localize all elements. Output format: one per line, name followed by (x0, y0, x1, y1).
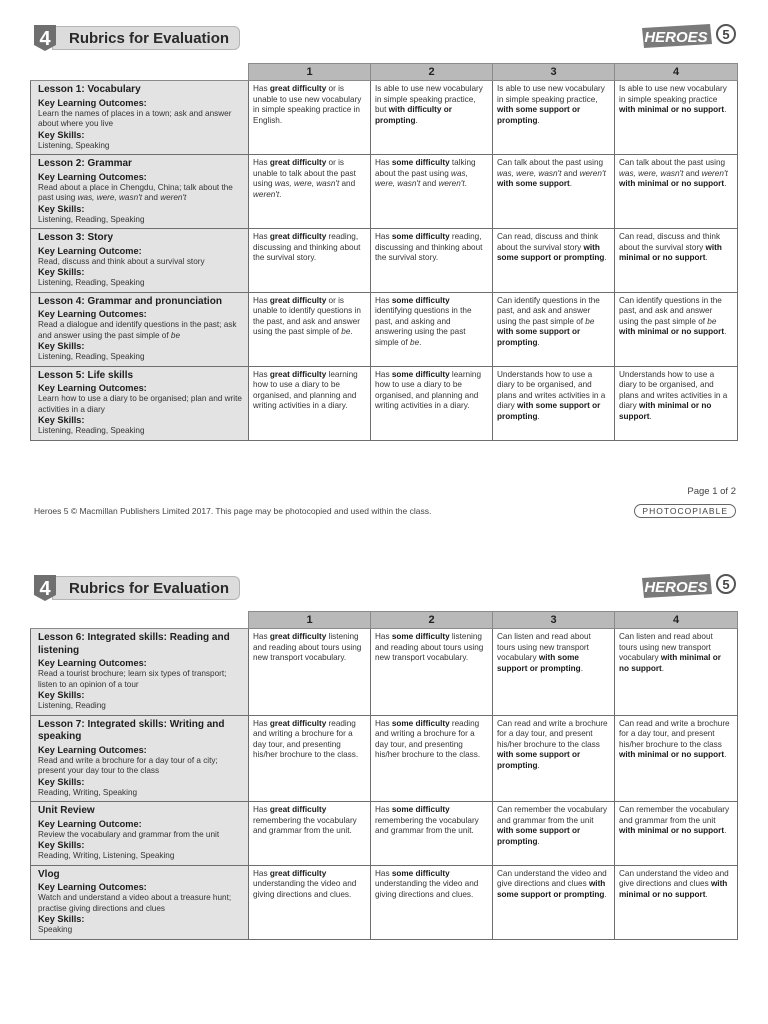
lesson-info-cell (31, 865, 249, 939)
skills-label: Key Skills: (38, 341, 85, 352)
rubric-row (31, 155, 738, 229)
lesson-info-cell (31, 81, 249, 155)
level-3-descriptor: Can read and write a brochure for a day tour, and present his/her brochure to the class with some support or prompting. (493, 715, 615, 802)
level-2-descriptor: Has some difficulty reading and writing a brochure for a day tour, and presenting his/her brochure to the class. (371, 715, 493, 802)
table-header-row (31, 612, 738, 629)
lesson-title: Lesson 4: Grammar and pronunciation (38, 295, 222, 307)
rubric-row (31, 292, 738, 366)
lesson-title: Lesson 6: Integrated skills: Reading and listening (38, 632, 230, 656)
level-4-descriptor: Can read and write a brochure for a day tour, and present his/her brochure to the class with minimal or no support. (615, 715, 738, 802)
level-1-descriptor: Has great difficulty or is unable to talk about the past using was, were, wasn't and weren't. (249, 155, 371, 229)
rubric-row (31, 366, 738, 440)
level-3-descriptor: Can remember the vocabulary and grammar from the unit with some support or prompting. (493, 802, 615, 866)
level-1-descriptor: Has great difficulty listening and reading about tours using new transport vocabulary. (249, 629, 371, 716)
outcome-text: Watch and understand a video about a treasure hunt; practise giving directions and clues (38, 893, 232, 913)
lesson-title: Lesson 1: Vocabulary (38, 84, 141, 95)
outcome-label: Key Learning Outcomes: (38, 171, 147, 182)
unit-title: Rubrics for Evaluation (52, 26, 240, 50)
skills-label: Key Skills: (38, 203, 85, 214)
level-4-descriptor: Can remember the vocabulary and grammar from the unit with minimal or no support. (615, 802, 738, 866)
lesson-info-cell (31, 802, 249, 866)
lesson-title: Vlog (38, 868, 60, 880)
level-2-descriptor: Has some difficulty identifying questions in the past, and asking and answering using the past simple of be. (371, 292, 493, 366)
lesson-info-cell (31, 629, 249, 716)
level-2-descriptor: Has some difficulty talking about the past using was, were, wasn't and weren't. (371, 155, 493, 229)
photocopiable-stamp: PHOTOCOPIABLE (634, 504, 736, 518)
skills-text: Listening, Reading, Speaking (38, 426, 145, 436)
skills-text: Reading, Writing, Speaking (38, 787, 138, 797)
rubric-row (31, 865, 738, 939)
skills-text: Reading, Writing, Listening, Speaking (38, 851, 175, 861)
skills-text: Listening, Speaking (38, 140, 110, 150)
heroes-logo (640, 572, 738, 600)
level-4-descriptor: Can listen and read about tours using new transport vocabulary with minimal or no support. (615, 629, 738, 716)
level-1-descriptor: Has great difficulty or is unable to use new vocabulary in simple speaking practice in English. (249, 81, 371, 155)
skills-text: Listening, Reading, Speaking (38, 352, 145, 362)
unit-number-badge (30, 573, 60, 603)
unit-title: Rubrics for Evaluation (52, 576, 240, 600)
level-4-descriptor: Is able to use new vocabulary in simple speaking practice with minimal or no support. (615, 81, 738, 155)
skills-label: Key Skills: (38, 415, 85, 426)
skills-text: Speaking (38, 925, 73, 935)
lesson-title: Lesson 2: Grammar (38, 158, 132, 170)
level-header: 3 (493, 612, 615, 629)
level-header: 1 (249, 612, 371, 629)
lesson-info-cell (31, 366, 249, 440)
lesson-title: Lesson 7: Integrated skills: Writing and speaking (38, 718, 225, 743)
unit-header (30, 574, 240, 602)
lesson-info-cell (31, 229, 249, 293)
level-header: 1 (249, 64, 371, 81)
outcome-label: Key Learning Outcome: (38, 245, 142, 256)
rubric-row (31, 229, 738, 293)
heroes-logo (640, 22, 738, 50)
unit-number-badge (30, 23, 60, 53)
level-4-descriptor: Understands how to use a diary to be organised, and plans and writes activities in a diary with minimal or no support. (615, 366, 738, 440)
level-3-descriptor: Can identify questions in the past, and ask and answer using the past simple of be with some support or prompting. (493, 292, 615, 366)
outcome-text: Read about a place in Chengdu, China; talk about the past using was, were, wasn't and weren't (38, 182, 233, 203)
level-2-descriptor: Has some difficulty remembering the vocabulary and grammar from the unit. (371, 802, 493, 866)
level-2-descriptor: Has some difficulty reading, discussing and thinking about the survival story. (371, 229, 493, 293)
rubric-row (31, 715, 738, 802)
lesson-info-cell (31, 155, 249, 229)
level-3-descriptor: Understands how to use a diary to be organised, and plans and writes activities in a diary with some support or prompting. (493, 366, 615, 440)
level-1-descriptor: Has great difficulty understanding the video and giving directions and clues. (249, 865, 371, 939)
level-header: 3 (493, 64, 615, 81)
rubric-row (31, 629, 738, 716)
skills-label: Key Skills: (38, 129, 85, 140)
rubric-table-2 (30, 611, 738, 940)
outcome-label: Key Learning Outcomes: (38, 658, 147, 668)
header-blank (31, 64, 249, 81)
unit-header (30, 24, 240, 52)
level-1-descriptor: Has great difficulty learning how to use a diary to be organised, and planning and writing activities in a diary. (249, 366, 371, 440)
level-1-descriptor: Has great difficulty or is unable to identify questions in the past, and ask and answer using the past simple of be. (249, 292, 371, 366)
rubric-row (31, 802, 738, 866)
level-4-descriptor: Can read, discuss and think about the survival story with minimal or no support. (615, 229, 738, 293)
skills-label: Key Skills: (38, 914, 85, 925)
level-2-descriptor: Has some difficulty listening and reading about tours using new transport vocabulary. (371, 629, 493, 716)
outcome-label: Key Learning Outcome: (38, 818, 142, 829)
outcome-text: Read, discuss and think about a survival story (38, 256, 205, 266)
copyright-notice: Heroes 5 © Macmillan Publishers Limited 2017. This page may be photocopied and used within the class. (34, 506, 432, 516)
outcome-label: Key Learning Outcomes: (38, 882, 147, 893)
rubric-body-1 (31, 81, 738, 441)
level-header: 2 (371, 612, 493, 629)
level-4-descriptor: Can talk about the past using was, were, wasn't and weren't with minimal or no support. (615, 155, 738, 229)
page-2 (0, 550, 768, 1024)
page-number: Page 1 of 2 (687, 486, 736, 497)
level-header: 2 (371, 64, 493, 81)
outcome-text: Read a dialogue and identify questions in the past; ask and answer using the past simple of be (38, 320, 237, 340)
outcome-label: Key Learning Outcomes: (38, 309, 147, 320)
skills-label: Key Skills: (38, 267, 85, 278)
level-3-descriptor: Can listen and read about tours using new transport vocabulary with some support or prompting. (493, 629, 615, 716)
brand-level: 5 (722, 27, 730, 42)
level-header: 4 (615, 612, 738, 629)
outcome-text: Learn the names of places in a town; ask and answer about where you live (38, 108, 232, 129)
skills-text: Listening, Reading, Speaking (38, 278, 145, 288)
table-header-row (31, 64, 738, 81)
level-1-descriptor: Has great difficulty reading, discussing and thinking about the survival story. (249, 229, 371, 293)
rubric-body-2 (31, 629, 738, 940)
lesson-title: Lesson 5: Life skills (38, 369, 134, 381)
lesson-info-cell (31, 715, 249, 802)
level-3-descriptor: Can talk about the past using was, were, wasn't and weren't with some support. (493, 155, 615, 229)
outcome-text: Read and write a brochure for a day tour of a city; present your day tour to the class (38, 755, 218, 776)
outcome-text: Review the vocabulary and grammar from the unit (38, 829, 220, 839)
level-4-descriptor: Can identify questions in the past, and ask and answer using the past simple of be with minimal or no support. (615, 292, 738, 366)
lesson-title: Lesson 3: Story (38, 232, 114, 244)
skills-label: Key Skills: (38, 776, 85, 787)
level-2-descriptor: Has some difficulty understanding the video and giving directions and clues. (371, 865, 493, 939)
skills-text: Listening, Reading (38, 701, 106, 711)
rubric-table-1 (30, 63, 738, 441)
brand-level: 5 (722, 577, 730, 592)
skills-label: Key Skills: (38, 840, 85, 851)
rubric-row (31, 81, 738, 155)
brand-name: HEROES (644, 579, 708, 596)
level-3-descriptor: Is able to use new vocabulary in simple speaking practice, with some support or prompting. (493, 81, 615, 155)
skills-label: Key Skills: (38, 690, 85, 701)
header-blank (31, 612, 249, 629)
unit-number: 4 (39, 578, 51, 600)
level-3-descriptor: Can understand the video and give directions and clues with some support or prompting. (493, 865, 615, 939)
outcome-text: Learn how to use a diary to be organised; plan and write activities in a diary (38, 394, 242, 414)
lesson-info-cell (31, 292, 249, 366)
outcome-text: Read a tourist brochure; learn six types of transport; listen to an opinion of a tour (38, 669, 227, 689)
level-2-descriptor: Has some difficulty learning how to use a diary to be organised, and planning and writing activities in a diary. (371, 366, 493, 440)
level-2-descriptor: Is able to use new vocabulary in simple speaking practice, but with difficulty or prompting. (371, 81, 493, 155)
unit-number: 4 (39, 28, 51, 50)
outcome-label: Key Learning Outcomes: (38, 744, 147, 755)
level-1-descriptor: Has great difficulty reading and writing a brochure for a day tour, and presenting his/her brochure to the class. (249, 715, 371, 802)
skills-text: Listening, Reading, Speaking (38, 214, 145, 224)
level-4-descriptor: Can understand the video and give directions and clues with minimal or no support. (615, 865, 738, 939)
level-3-descriptor: Can read, discuss and think about the survival story with some support or prompting. (493, 229, 615, 293)
level-1-descriptor: Has great difficulty remembering the vocabulary and grammar from the unit. (249, 802, 371, 866)
outcome-label: Key Learning Outcomes: (38, 97, 147, 108)
outcome-label: Key Learning Outcomes: (38, 383, 147, 394)
lesson-title: Unit Review (38, 805, 95, 817)
level-header: 4 (615, 64, 738, 81)
brand-name: HEROES (644, 29, 708, 46)
